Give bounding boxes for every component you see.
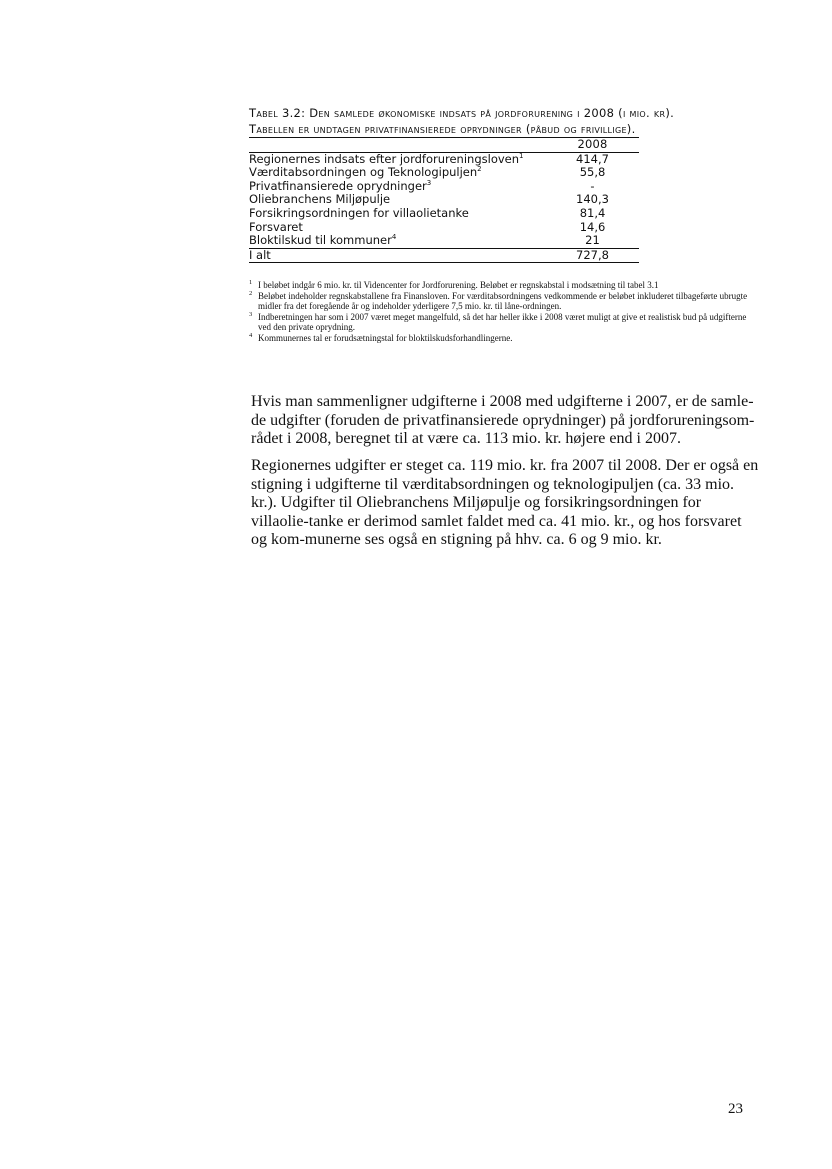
footnote-text: Kommunernes tal er forudsætningstal for bloktilskudsforhandlingerne. xyxy=(258,332,513,343)
row-value: 140,3 xyxy=(576,192,609,207)
page-number: 23 xyxy=(728,1101,743,1117)
row-value: 14,6 xyxy=(579,219,606,234)
table-row xyxy=(249,180,639,194)
row-value: - xyxy=(590,178,595,193)
footnote-text: Indberetningen har som i 2007 været meget mangelfuld, så det har heller ikke i 2008 været muligt at give et realistisk bud på udgifterne ved den private oprydning. xyxy=(258,311,747,333)
row-label: Regionernes indsats efter jordforureningsloven$^1$ xyxy=(249,151,524,166)
footnote-mark: 2 xyxy=(249,289,253,297)
footnote-text: Beløbet indeholder regnskabstallene fra Finansloven. For værditabsordningens vedkommende er beløbet inkluderet tilbageførte ubrugte midler fra det foregående år og indeholder yderligere 7,5 mio. kr. til låne-ordningen. xyxy=(258,290,748,312)
footnote xyxy=(249,280,749,291)
row-value: 55,8 xyxy=(579,165,606,180)
column-header-2008: 2008 xyxy=(577,137,608,151)
row-label: Forsikringsordningen for villaolietanke xyxy=(249,205,469,220)
table-row xyxy=(249,221,639,235)
expenditure-table xyxy=(249,138,639,263)
table-footnotes xyxy=(249,280,749,344)
footnote-ref: 2 xyxy=(477,165,482,174)
footnote-mark: 4 xyxy=(249,331,253,339)
body-paragraph: Regionernes udgifter er steget ca. 119 mio. kr. fra 2007 til 2008. Der er også en stigning i udgifterne til værditabsordningen og teknologipuljen (ca. 33 mio. kr.). Udgifter til Oliebranchens Miljøpulje og forsikringsordningen for villaolie-tanke er derimod samlet faldet med ca. 41 mio. kr., og hos forsvaret og kom-munerne ses også en stigning på hhv. ca. 6 og 9 mio. kr. xyxy=(251,457,759,548)
table-caption-line-2: Tabellen er undtagen privatfinansierede oprydninger (påbud og frivillige). xyxy=(249,122,636,136)
table-row xyxy=(249,153,639,167)
row-label: Værditabsordningen og Teknologipuljen$^2$ xyxy=(249,165,482,180)
footnote xyxy=(249,312,749,333)
row-label: Oliebranchens Miljøpulje xyxy=(249,192,391,207)
footnote-ref: 4 xyxy=(391,233,397,242)
row-value: 81,4 xyxy=(579,205,606,220)
footnote-mark: 3 xyxy=(249,310,253,318)
table-total-row xyxy=(249,249,639,263)
footnote xyxy=(249,333,749,344)
footnote-ref: 3 xyxy=(426,178,432,187)
footnote xyxy=(249,291,749,312)
footnote-text: I beløbet indgår 6 mio. kr. til Videncenter for Jordforurening. Beløbet er regnskabstal i modsætning til tabel 3.1 xyxy=(258,280,659,290)
footnote-ref: 1 xyxy=(519,151,524,160)
row-label: Forsvaret xyxy=(249,219,303,234)
table-header-empty-cell xyxy=(249,138,546,152)
table-caption xyxy=(249,105,759,137)
table-row xyxy=(249,207,639,221)
row-label: Privatfinansierede oprydninger$^3$ xyxy=(249,178,432,193)
row-value: 414,7 xyxy=(576,151,609,166)
table-row xyxy=(249,234,639,248)
row-label: Bloktilskud til kommuner$^4$ xyxy=(249,233,397,248)
total-label: I alt xyxy=(249,247,271,262)
table-header-row xyxy=(249,138,639,152)
row-value: 21 xyxy=(585,233,600,248)
footnote-mark: 1 xyxy=(249,279,253,286)
table-row xyxy=(249,166,639,180)
table-caption-line-1: Tabel 3.2: Den samlede økonomiske indsats på jordforurening i 2008 (i mio. kr). xyxy=(249,106,675,120)
body-paragraph: Hvis man sammenligner udgifterne i 2008 med udgifterne i 2007, er de samle-de udgifter (foruden de privatfinansierede oprydninger) på jordforureningsom-rådet i 2008, beregnet til at være ca. 113 mio. kr. højere end i 2007. xyxy=(251,393,755,447)
total-value: 727,8 xyxy=(576,247,609,262)
table-bottom-rule xyxy=(249,262,639,263)
table-row xyxy=(249,193,639,207)
